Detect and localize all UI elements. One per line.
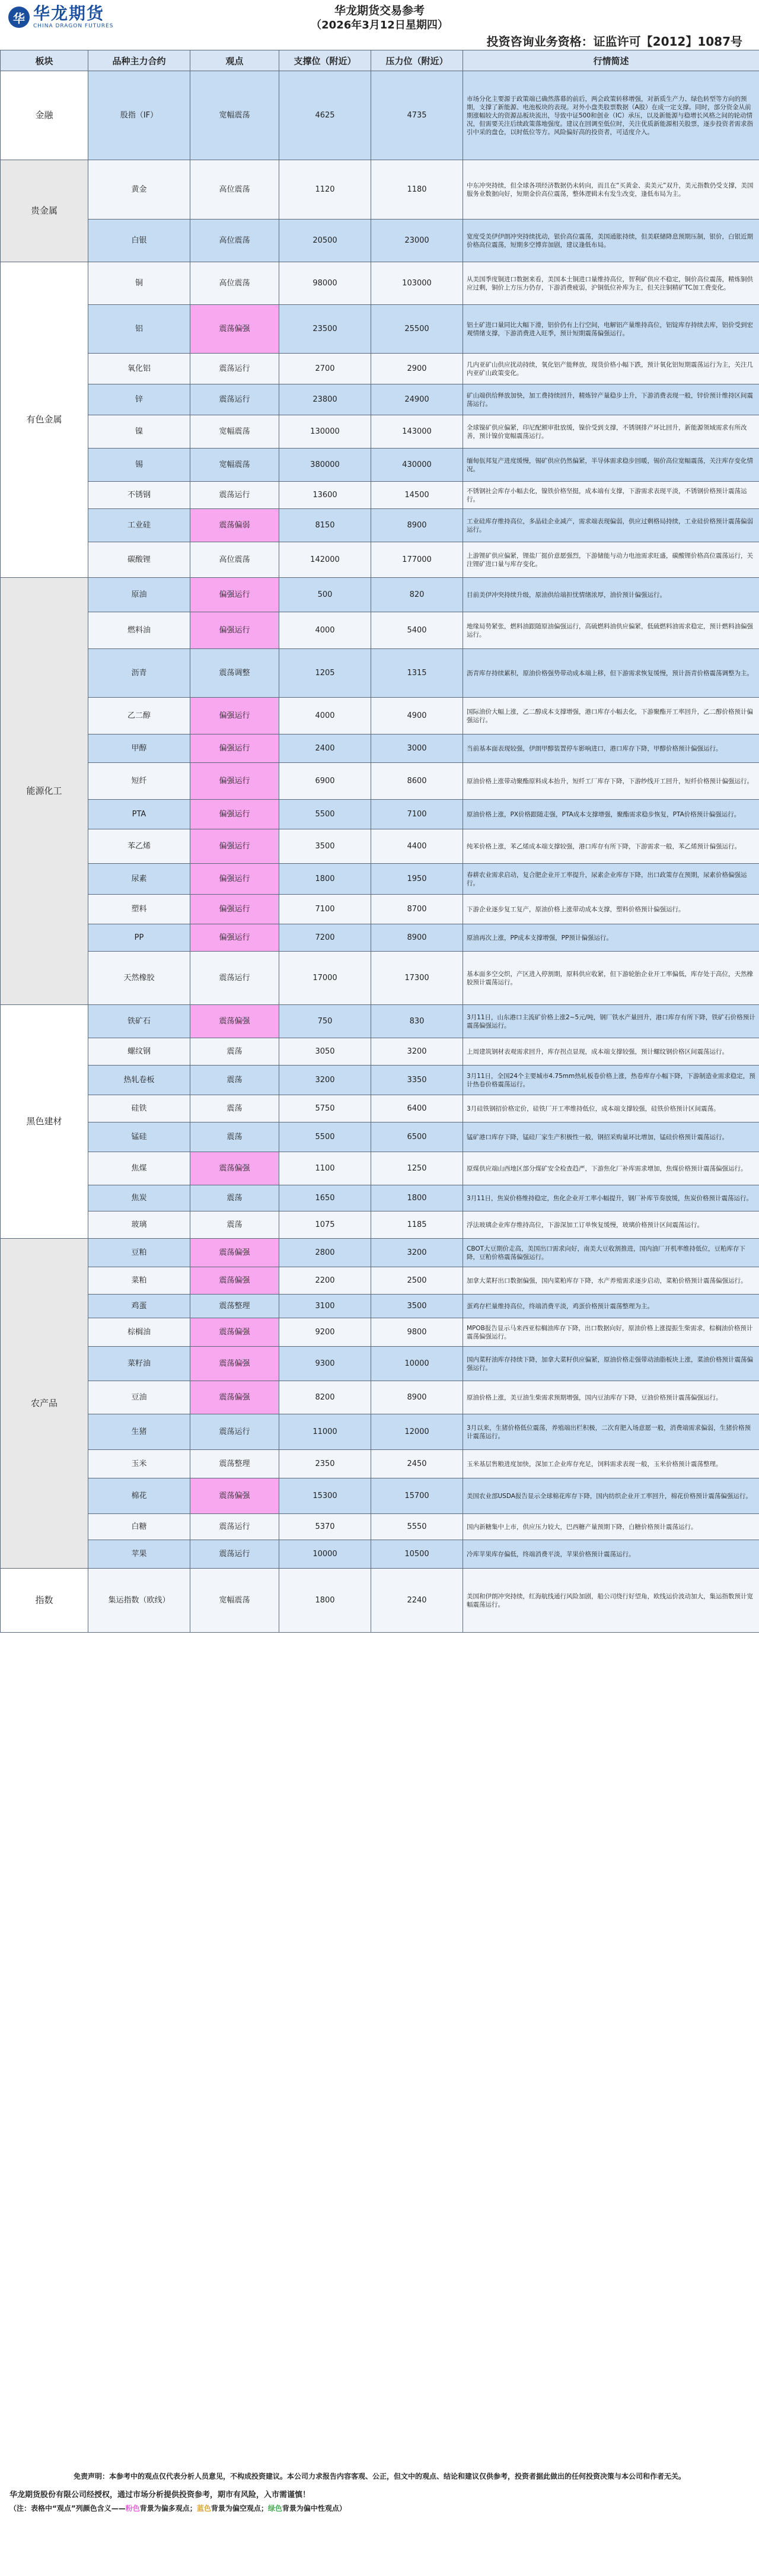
desc-cell: 几内亚矿山供应扰动持续，氧化铝产能释放，现货价格小幅下跌，预计氧化铝短期震荡运行为主，关注几内亚矿山政策变化。 [463, 354, 759, 384]
resist-cell: 1180 [371, 160, 463, 220]
contract-cell: 黄金 [88, 160, 190, 220]
desc-cell: 原油价格上涨，PX价格跟随走强，PTA成本支撑增强，聚酯需求稳步恢复，PTA价格预计偏强运行。 [463, 800, 759, 829]
view-cell: 震荡偏强 [190, 1478, 279, 1514]
desc-cell: CBOT大豆期价走高，美国出口需求向好，南美大豆收割推进，国内油厂开机率维持低位，豆粕库存下降，豆粕价格震荡偏强运行。 [463, 1239, 759, 1267]
support-cell: 380000 [279, 449, 371, 482]
resist-cell: 4735 [371, 71, 463, 160]
table-row [1, 542, 759, 578]
resist-cell: 24900 [371, 384, 463, 415]
table-row [1, 1569, 759, 1633]
view-cell: 震荡运行 [190, 1514, 279, 1540]
view-cell: 震荡 [190, 1038, 279, 1066]
col-contract: 品种主力合约 [88, 50, 190, 71]
page-header [0, 0, 759, 50]
company-note: 华龙期货股份有限公司经授权，通过市场分析提供投资参考，期市有风险，入市需谨慎！ [9, 2491, 311, 2499]
page-subtitle: （2026年3月12日星期四） [311, 19, 448, 31]
table-row [1, 864, 759, 895]
contract-cell: 螺纹钢 [88, 1038, 190, 1066]
view-cell: 偏强运行 [190, 800, 279, 829]
support-cell: 3050 [279, 1038, 371, 1066]
view-cell: 震荡运行 [190, 1414, 279, 1450]
resist-cell: 8900 [371, 924, 463, 952]
contract-cell: 铜 [88, 262, 190, 305]
col-view: 观点 [190, 50, 279, 71]
contract-cell: 集运指数（欧线） [88, 1569, 190, 1633]
support-cell: 23800 [279, 384, 371, 415]
support-cell: 5500 [279, 1122, 371, 1152]
resist-cell: 430000 [371, 449, 463, 482]
view-cell: 震荡整理 [190, 1295, 279, 1318]
resist-cell: 143000 [371, 415, 463, 449]
sector-cell: 农产品 [1, 1239, 88, 1569]
view-cell: 震荡 [190, 1211, 279, 1239]
resist-cell: 8700 [371, 895, 463, 924]
view-cell: 震荡 [190, 1185, 279, 1211]
desc-cell: 下游企业逐步复工复产，原油价格上涨带动成本支撑，塑料价格预计偏强运行。 [463, 895, 759, 924]
support-cell: 2200 [279, 1267, 371, 1295]
desc-cell: 3月11日，全国24个主要城市4.75mm热轧板卷价格上涨，热卷库存小幅下降，下游制造业需求稳定，预计热卷价格震荡运行。 [463, 1066, 759, 1095]
view-cell: 震荡偏强 [190, 1005, 279, 1038]
resist-cell: 10000 [371, 1347, 463, 1381]
view-cell: 震荡运行 [190, 482, 279, 509]
contract-cell: 甲醇 [88, 734, 190, 763]
support-cell: 4625 [279, 71, 371, 160]
table-row [1, 509, 759, 542]
table-row [1, 160, 759, 220]
table-row [1, 1450, 759, 1478]
view-cell: 震荡调整 [190, 649, 279, 698]
desc-cell: 国内菜籽油库存持续下降，加拿大菜籽供应偏紧，原油价格走强带动油脂板块上涨，菜油价格预计震荡偏强运行。 [463, 1347, 759, 1381]
table-row [1, 952, 759, 1005]
support-cell: 9300 [279, 1347, 371, 1381]
view-cell: 偏强运行 [190, 864, 279, 895]
resist-cell: 12000 [371, 1414, 463, 1450]
logo-en: CHINA DRAGON FUTURES [33, 23, 114, 29]
legend-blue-text: 背景为偏空观点； [211, 2504, 268, 2513]
dragon-logo-icon: 华 [8, 7, 30, 28]
table-row [1, 1381, 759, 1414]
table-row [1, 1066, 759, 1095]
sector-cell: 有色金属 [1, 262, 88, 578]
contract-cell: 焦炭 [88, 1185, 190, 1211]
table-row [1, 649, 759, 698]
desc-cell: 冷库苹果库存偏低，终端消费平淡，苹果价格预计震荡运行。 [463, 1540, 759, 1569]
desc-cell: 浮法玻璃企业库存维持高位，下游深加工订单恢复缓慢，玻璃价格预计区间震荡运行。 [463, 1211, 759, 1239]
legend-green: 绿色 [267, 2504, 282, 2513]
resist-cell: 3200 [371, 1038, 463, 1066]
resist-cell: 2240 [371, 1569, 463, 1633]
support-cell: 2700 [279, 354, 371, 384]
resist-cell: 14500 [371, 482, 463, 509]
view-cell: 震荡偏强 [190, 1347, 279, 1381]
view-cell: 高位震荡 [190, 262, 279, 305]
table-header-row [1, 50, 759, 71]
contract-cell: 菜粕 [88, 1267, 190, 1295]
desc-cell: 缅甸佤邦复产进度缓慢，锡矿供应仍然偏紧，半导体需求稳步回暖，锡价高位宽幅震荡，关注库存变化情况。 [463, 449, 759, 482]
view-cell: 震荡偏强 [190, 1318, 279, 1347]
desc-cell: 上周建筑钢材表观需求回升，库存拐点显现，成本端支撑较强，预计螺纹钢价格区间震荡运行。 [463, 1038, 759, 1066]
view-cell: 宽幅震荡 [190, 415, 279, 449]
contract-cell: 鸡蛋 [88, 1295, 190, 1318]
desc-cell: 矿山端供给释放加快，加工费持续回升，精炼锌产量稳步上升，下游消费表现一般，锌价预计维持区间震荡运行。 [463, 384, 759, 415]
support-cell: 1650 [279, 1185, 371, 1211]
contract-cell: 玻璃 [88, 1211, 190, 1239]
contract-cell: 铝 [88, 305, 190, 354]
contract-cell: 豆粕 [88, 1239, 190, 1267]
support-cell: 2350 [279, 1450, 371, 1478]
support-cell: 7100 [279, 895, 371, 924]
view-cell: 偏强运行 [190, 895, 279, 924]
view-cell: 高位震荡 [190, 542, 279, 578]
desc-cell: 目前美伊冲突持续升级，原油供给端担忧情绪浓厚，油价预计偏强运行。 [463, 578, 759, 612]
resist-cell: 8900 [371, 1381, 463, 1414]
support-cell: 130000 [279, 415, 371, 449]
table-row [1, 1185, 759, 1211]
contract-cell: 硅铁 [88, 1095, 190, 1122]
view-cell: 震荡整理 [190, 1450, 279, 1478]
view-cell: 震荡 [190, 1095, 279, 1122]
legend-blue: 蓝色 [196, 2504, 211, 2513]
view-cell: 震荡偏弱 [190, 509, 279, 542]
desc-cell: 加拿大菜籽出口数据偏强，国内菜粕库存下降，水产养殖需求逐步启动，菜粕价格预计震荡偏强运行。 [463, 1267, 759, 1295]
support-cell: 98000 [279, 262, 371, 305]
view-cell: 宽幅震荡 [190, 1569, 279, 1633]
table-row [1, 800, 759, 829]
view-cell: 偏强运行 [190, 829, 279, 864]
table-row [1, 1152, 759, 1185]
legend-prefix: （注：表格中“观点”列颜色含义—— [9, 2504, 126, 2513]
table-row [1, 1239, 759, 1267]
col-desc: 行情简述 [463, 50, 759, 71]
table-row [1, 1295, 759, 1318]
col-sector: 板块 [1, 50, 88, 71]
desc-cell: 宽度受美伊伊朗冲突持续扰动，银价高位震荡，美国通胀持续，但美联储降息预期压制，银价，白银近期价格高位震荡，短期多空博弈加剧，建议逢低布局。 [463, 220, 759, 262]
desc-cell: 锰矿港口库存下降，锰硅厂家生产积极性一般，钢招采购量环比增加，锰硅价格预计震荡运行。 [463, 1122, 759, 1152]
contract-cell: 生猪 [88, 1414, 190, 1450]
resist-cell: 5550 [371, 1514, 463, 1540]
desc-cell: 3月以来，生猪价格低位震荡，养殖端出栏积极，二次育肥入场意愿一般，消费端需求偏弱，生猪价格预计震荡运行。 [463, 1414, 759, 1450]
desc-cell: 从美国季度铜进口数据来看，美国本土铜进口量维持高位，智利矿供应不稳定，铜价高位震荡，精炼铜供应过剩，铜价上方压力仍存，下游消费疲弱，沪铜低位补库为主，但关注铜精矿TC加工费变化。 [463, 262, 759, 305]
table-row [1, 578, 759, 612]
view-cell: 高位震荡 [190, 160, 279, 220]
sector-cell: 贵金属 [1, 160, 88, 262]
contract-cell: 焦煤 [88, 1152, 190, 1185]
desc-cell: 基本面多空交织，产区进入停割期，原料供应收紧，但下游轮胎企业开工率偏低，库存处于高位，天然橡胶预计震荡运行。 [463, 952, 759, 1005]
table-row [1, 1122, 759, 1152]
view-cell: 震荡运行 [190, 354, 279, 384]
support-cell: 6900 [279, 763, 371, 800]
legend-green-text: 背景为偏中性观点） [282, 2504, 346, 2513]
desc-cell: 全球镍矿供应偏紧，印尼配额审批放缓，镍价受到支撑，不锈钢排产环比回升，新能源领域需求有所改善，预计镍价宽幅震荡运行。 [463, 415, 759, 449]
resist-cell: 1315 [371, 649, 463, 698]
contract-cell: 铁矿石 [88, 1005, 190, 1038]
sector-cell: 能源化工 [1, 578, 88, 1005]
contract-cell: 尿素 [88, 864, 190, 895]
view-cell: 震荡偏强 [190, 1239, 279, 1267]
resist-cell: 1800 [371, 1185, 463, 1211]
sector-cell: 黑色建材 [1, 1005, 88, 1239]
support-cell: 5500 [279, 800, 371, 829]
table-row [1, 384, 759, 415]
contract-cell: 短纤 [88, 763, 190, 800]
desc-cell: 3月11日，山东港口主流矿价格上涨2~5元/吨，钢厂铁水产量回升，港口库存有所下降，铁矿石价格预计震荡偏强运行。 [463, 1005, 759, 1038]
table-row [1, 305, 759, 354]
desc-cell: 当前基本面表现较强，伊朗甲醇装置停车影响进口，港口库存下降，甲醇价格预计偏强运行。 [463, 734, 759, 763]
support-cell: 7200 [279, 924, 371, 952]
desc-cell: 原油价格上涨带动聚酯原料成本抬升，短纤工厂库存下降，下游纱线开工回升，短纤价格预计偏强运行。 [463, 763, 759, 800]
desc-cell: 玉米基层售粮进度加快，深加工企业库存充足，饲料需求表现一般，玉米价格预计震荡整理。 [463, 1450, 759, 1478]
support-cell: 11000 [279, 1414, 371, 1450]
table-row [1, 734, 759, 763]
support-cell: 8200 [279, 1381, 371, 1414]
support-cell: 3200 [279, 1066, 371, 1095]
table-row [1, 763, 759, 800]
view-cell: 震荡运行 [190, 384, 279, 415]
resist-cell: 2450 [371, 1450, 463, 1478]
support-cell: 5750 [279, 1095, 371, 1122]
table-row [1, 1318, 759, 1347]
resist-cell: 2900 [371, 354, 463, 384]
desc-cell: 上游锂矿供应偏紧，锂盐厂挺价意愿强烈，下游储能与动力电池需求旺盛，碳酸锂价格高位震荡运行，关注锂矿进口量与库存变化。 [463, 542, 759, 578]
contract-cell: 玉米 [88, 1450, 190, 1478]
desc-cell: 工业硅库存维持高位，多晶硅企业减产，需求端表现偏弱，供应过剩格局持续，工业硅价格预计震荡偏弱运行。 [463, 509, 759, 542]
desc-cell: 市场分化主要源于政策端已确然落幕的前后，两会政策转移增强，对新质生产力、绿色转型等方向的预期，支撑了新能源、电池板块的表现。对外小盘类股票数据（A股）在成一定支撑。同时，部分资金从前期涨幅较大的资源品板块流出，导致中证500和创业（IC）承压，以及新能源与稳增长风格之间的轮动情况，但需要关注后续政策落地强度。建议在回调至低位时，关注优质新能源相关股票，逐步投资者需求指引中采的盘仓，以时低位等方。风险偏好高的投资者，可适度介入。 [463, 71, 759, 160]
desc-cell: 沥青库存持续累积，原油价格强势带动成本端上移，但下游需求恢复缓慢，预计沥青价格震荡调整为主。 [463, 649, 759, 698]
resist-cell: 103000 [371, 262, 463, 305]
view-cell: 震荡偏强 [190, 1267, 279, 1295]
contract-cell: 苹果 [88, 1540, 190, 1569]
table-row [1, 262, 759, 305]
desc-cell: 原油价格上涨，美豆油生柴需求预期增强，国内豆油库存下降，豆油价格预计震荡偏强运行。 [463, 1381, 759, 1414]
support-cell: 142000 [279, 542, 371, 578]
disclaimer: 免责声明：本参考中的观点仅代表分析人员意见，不构成投资建议。本公司力求报告内容客观、公正，但文中的观点、结论和建议仅供参考，投资者据此做出的任何投资决策与本公司和作者无关。 [73, 2472, 685, 2480]
table-row [1, 829, 759, 864]
page-footer [0, 2467, 759, 2576]
table-row [1, 1038, 759, 1066]
support-cell: 15300 [279, 1478, 371, 1514]
resist-cell: 3200 [371, 1239, 463, 1267]
support-cell: 1100 [279, 1152, 371, 1185]
contract-cell: PTA [88, 800, 190, 829]
table-row [1, 1211, 759, 1239]
support-cell: 1205 [279, 649, 371, 698]
legend-pink-text: 背景为偏多观点； [139, 2504, 197, 2513]
desc-cell: 中东冲突持续，但全球各项经济数据仍未转向，而且在“买黄金、卖美元”双升，美元指数仍受支撑，美国服务业数据向好，短期金价高位震荡，整体逻辑未有发生改变，逢低布局为主。 [463, 160, 759, 220]
resist-cell: 7100 [371, 800, 463, 829]
resist-cell: 9800 [371, 1318, 463, 1347]
desc-cell: 国际油价大幅上涨，乙二醇成本支撑增强，港口库存小幅去化，下游聚酯开工率回升，乙二醇价格预计偏强运行。 [463, 698, 759, 734]
desc-cell: 3月11日，焦炭价格维持稳定，焦化企业开工率小幅提升，钢厂补库节奏放缓，焦炭价格预计震荡运行。 [463, 1185, 759, 1211]
reference-table [0, 50, 759, 1633]
resist-cell: 4900 [371, 698, 463, 734]
sector-cell: 指数 [1, 1569, 88, 1633]
support-cell: 1800 [279, 864, 371, 895]
resist-cell: 5400 [371, 612, 463, 649]
support-cell: 1800 [279, 1569, 371, 1633]
table-row [1, 1414, 759, 1450]
support-cell: 23500 [279, 305, 371, 354]
resist-cell: 6400 [371, 1095, 463, 1122]
view-cell: 震荡偏强 [190, 305, 279, 354]
resist-cell: 6500 [371, 1122, 463, 1152]
contract-cell: 沥青 [88, 649, 190, 698]
view-cell: 震荡运行 [190, 1540, 279, 1569]
desc-cell: 原油再次上涨，PP成本支撑增强，PP预计偏强运行。 [463, 924, 759, 952]
sector-cell: 金融 [1, 71, 88, 160]
contract-cell: 氧化铝 [88, 354, 190, 384]
view-cell: 偏强运行 [190, 578, 279, 612]
support-cell: 9200 [279, 1318, 371, 1347]
view-cell: 宽幅震荡 [190, 449, 279, 482]
support-cell: 2800 [279, 1239, 371, 1267]
desc-cell: 蛋鸡存栏量维持高位，终端消费平淡，鸡蛋价格预计震荡整理为主。 [463, 1295, 759, 1318]
desc-cell: 3月硅铁钢招价格定价，硅铁厂开工率维持低位，成本端支撑较强，硅铁价格预计区间震荡。 [463, 1095, 759, 1122]
resist-cell: 10500 [371, 1540, 463, 1569]
contract-cell: 热轧卷板 [88, 1066, 190, 1095]
resist-cell: 3350 [371, 1066, 463, 1095]
support-cell: 4000 [279, 612, 371, 649]
view-cell: 偏强运行 [190, 734, 279, 763]
view-cell: 宽幅震荡 [190, 71, 279, 160]
contract-cell: 不锈钢 [88, 482, 190, 509]
table-row [1, 354, 759, 384]
support-cell: 17000 [279, 952, 371, 1005]
view-cell: 高位震荡 [190, 220, 279, 262]
resist-cell: 1185 [371, 1211, 463, 1239]
support-cell: 5370 [279, 1514, 371, 1540]
contract-cell: PP [88, 924, 190, 952]
resist-cell: 1950 [371, 864, 463, 895]
desc-cell: 春耕农业需求启动，复合肥企业开工率提升，尿素企业库存下降，出口政策存在预期，尿素价格偏强运行。 [463, 864, 759, 895]
support-cell: 3100 [279, 1295, 371, 1318]
license-text: 投资咨询业务资格：证监许可【2012】1087号 [486, 34, 742, 49]
contract-cell: 苯乙烯 [88, 829, 190, 864]
table-row [1, 1540, 759, 1569]
contract-cell: 原油 [88, 578, 190, 612]
page-title: 华龙期货交易参考 [334, 4, 425, 17]
resist-cell: 830 [371, 1005, 463, 1038]
table-row [1, 415, 759, 449]
table-row [1, 1267, 759, 1295]
desc-cell: 不锈钢社会库存小幅去化，镍铁价格坚挺，成本端有支撑，下游需求表现平淡，不锈钢价格预计震荡运行。 [463, 482, 759, 509]
desc-cell: 地缘局势紧张，燃料油跟随原油偏强运行，高硫燃料油供应偏紧，低硫燃料油需求稳定，预计燃料油偏强运行。 [463, 612, 759, 649]
support-cell: 750 [279, 1005, 371, 1038]
col-resist: 压力位（附近） [371, 50, 463, 71]
resist-cell: 15700 [371, 1478, 463, 1514]
desc-cell: MPOB报告显示马来西亚棕榈油库存下降，出口数据向好，原油价格上涨提振生柴需求，棕榈油价格预计震荡偏强运行。 [463, 1318, 759, 1347]
resist-cell: 3500 [371, 1295, 463, 1318]
view-cell: 震荡 [190, 1122, 279, 1152]
table-row [1, 71, 759, 160]
support-cell: 500 [279, 578, 371, 612]
resist-cell: 17300 [371, 952, 463, 1005]
desc-cell: 国内新糖集中上市，供应压力较大，巴西糖产量预期下降，白糖价格预计震荡运行。 [463, 1514, 759, 1540]
resist-cell: 8600 [371, 763, 463, 800]
support-cell: 20500 [279, 220, 371, 262]
contract-cell: 棉花 [88, 1478, 190, 1514]
resist-cell: 1250 [371, 1152, 463, 1185]
support-cell: 13600 [279, 482, 371, 509]
contract-cell: 豆油 [88, 1381, 190, 1414]
resist-cell: 820 [371, 578, 463, 612]
resist-cell: 3000 [371, 734, 463, 763]
contract-cell: 工业硅 [88, 509, 190, 542]
contract-cell: 乙二醇 [88, 698, 190, 734]
table-row [1, 612, 759, 649]
support-cell: 1120 [279, 160, 371, 220]
view-cell: 震荡偏强 [190, 1381, 279, 1414]
view-cell: 震荡 [190, 1066, 279, 1095]
view-cell: 偏强运行 [190, 698, 279, 734]
view-cell: 震荡偏强 [190, 1152, 279, 1185]
contract-cell: 棕榈油 [88, 1318, 190, 1347]
contract-cell: 白银 [88, 220, 190, 262]
contract-cell: 锌 [88, 384, 190, 415]
table-row [1, 1478, 759, 1514]
view-cell: 震荡运行 [190, 952, 279, 1005]
desc-cell: 美国农业部USDA报告显示全球棉花库存下降，国内纺织企业开工率回升，棉花价格预计震荡偏强运行。 [463, 1478, 759, 1514]
desc-cell: 铝土矿进口量同比大幅下滑，铝价仍有上行空间，电解铝产量维持高位，铝锭库存持续去库，铝价受到宏观情绪支撑，下游消费进入旺季，预计短期震荡偏强运行。 [463, 305, 759, 354]
table-row [1, 1005, 759, 1038]
legend-pink: 粉色 [125, 2504, 140, 2513]
support-cell: 3500 [279, 829, 371, 864]
contract-cell: 锡 [88, 449, 190, 482]
table-row [1, 220, 759, 262]
contract-cell: 锰硅 [88, 1122, 190, 1152]
logo-cn: 华龙期货 [33, 4, 105, 23]
contract-cell: 天然橡胶 [88, 952, 190, 1005]
contract-cell: 燃料油 [88, 612, 190, 649]
desc-cell: 美国和伊朗冲突持续，红海航线通行风险加剧，船公司绕行好望角，欧线运价波动加大，集运指数预计宽幅震荡运行。 [463, 1569, 759, 1633]
view-cell: 偏强运行 [190, 924, 279, 952]
support-cell: 10000 [279, 1540, 371, 1569]
resist-cell: 2500 [371, 1267, 463, 1295]
table-row [1, 449, 759, 482]
color-legend [0, 2502, 759, 2514]
table-row [1, 482, 759, 509]
table-row [1, 1347, 759, 1381]
support-cell: 4000 [279, 698, 371, 734]
resist-cell: 8900 [371, 509, 463, 542]
resist-cell: 25500 [371, 305, 463, 354]
resist-cell: 177000 [371, 542, 463, 578]
support-cell: 1075 [279, 1211, 371, 1239]
table-row [1, 895, 759, 924]
contract-cell: 镍 [88, 415, 190, 449]
contract-cell: 碳酸锂 [88, 542, 190, 578]
view-cell: 偏强运行 [190, 763, 279, 800]
contract-cell: 菜籽油 [88, 1347, 190, 1381]
table-row [1, 924, 759, 952]
resist-cell: 4400 [371, 829, 463, 864]
support-cell: 2400 [279, 734, 371, 763]
contract-cell: 白糖 [88, 1514, 190, 1540]
contract-cell: 塑料 [88, 895, 190, 924]
desc-cell: 原煤供应端山西地区部分煤矿安全检查趋严，下游焦化厂补库需求增加，焦煤价格预计震荡偏强运行。 [463, 1152, 759, 1185]
resist-cell: 23000 [371, 220, 463, 262]
col-support: 支撑位（附近） [279, 50, 371, 71]
table-row [1, 1514, 759, 1540]
desc-cell: 纯苯价格上涨，苯乙烯成本端支撑较强，港口库存有所下降，下游需求一般，苯乙烯预计偏强运行。 [463, 829, 759, 864]
view-cell: 偏强运行 [190, 612, 279, 649]
contract-cell: 股指（IF） [88, 71, 190, 160]
support-cell: 8150 [279, 509, 371, 542]
table-row [1, 698, 759, 734]
table-row [1, 1095, 759, 1122]
